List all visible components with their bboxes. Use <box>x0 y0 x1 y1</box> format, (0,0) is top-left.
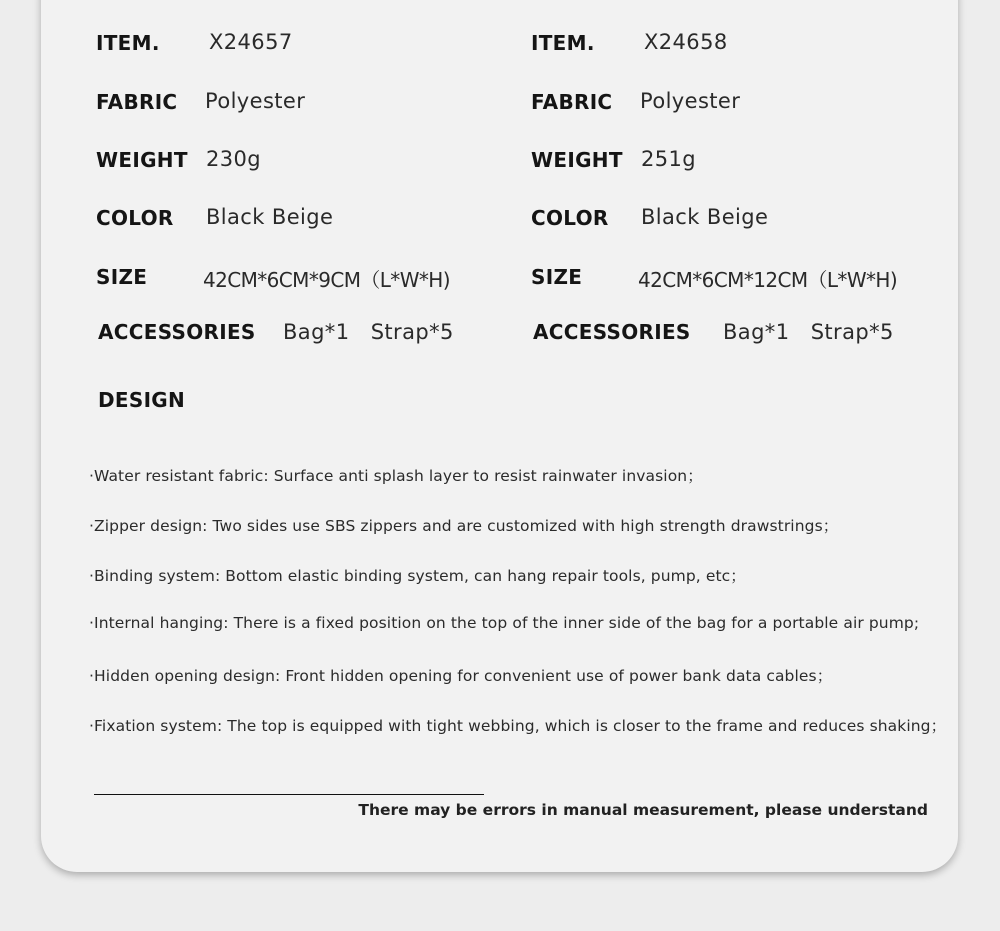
item-label: ITEM. <box>96 31 160 55</box>
design-point: ·Binding system: Bottom elastic binding system, can hang repair tools, pump, etc； <box>89 567 746 585</box>
accessories-label: ACCESSORIES <box>533 320 691 344</box>
size-label: SIZE <box>531 265 583 289</box>
fabric-label: FABRIC <box>96 90 178 114</box>
accessories-value: Bag*1 Strap*5 <box>283 320 454 344</box>
design-heading: DESIGN <box>98 388 186 412</box>
accessories-label: ACCESSORIES <box>98 320 256 344</box>
color-value: Black Beige <box>641 205 769 229</box>
measurement-disclaimer: There may be errors in manual measurement, please understand <box>358 801 928 819</box>
size-value: 42CM*6CM*9CM（L*W*H) <box>203 268 450 292</box>
size-label: SIZE <box>96 265 148 289</box>
divider-line <box>94 794 484 795</box>
weight-label: WEIGHT <box>531 148 623 172</box>
weight-value: 230g <box>206 147 262 171</box>
weight-label: WEIGHT <box>96 148 188 172</box>
item-label: ITEM. <box>531 31 595 55</box>
fabric-value: Polyester <box>640 89 741 113</box>
size-value: 42CM*6CM*12CM（L*W*H) <box>638 268 898 292</box>
spec-card <box>41 0 958 872</box>
design-point: ·Fixation system: The top is equipped with tight webbing, which is closer to the frame and reduces shaking； <box>89 717 947 735</box>
design-point: ·Hidden opening design: Front hidden opening for convenient use of power bank data cables； <box>89 667 833 685</box>
design-point: ·Zipper design: Two sides use SBS zippers and are customized with high strength drawstrings； <box>89 517 839 535</box>
fabric-value: Polyester <box>205 89 306 113</box>
item-value: X24657 <box>209 30 293 54</box>
color-value: Black Beige <box>206 205 334 229</box>
item-value: X24658 <box>644 30 728 54</box>
color-label: COLOR <box>531 206 609 230</box>
fabric-label: FABRIC <box>531 90 613 114</box>
weight-value: 251g <box>641 147 697 171</box>
design-point: ·Water resistant fabric: Surface anti splash layer to resist rainwater invasion； <box>89 467 703 485</box>
accessories-value: Bag*1 Strap*5 <box>723 320 894 344</box>
color-label: COLOR <box>96 206 174 230</box>
design-point: ·Internal hanging: There is a fixed position on the top of the inner side of the bag for a portable air pump; <box>89 614 920 632</box>
